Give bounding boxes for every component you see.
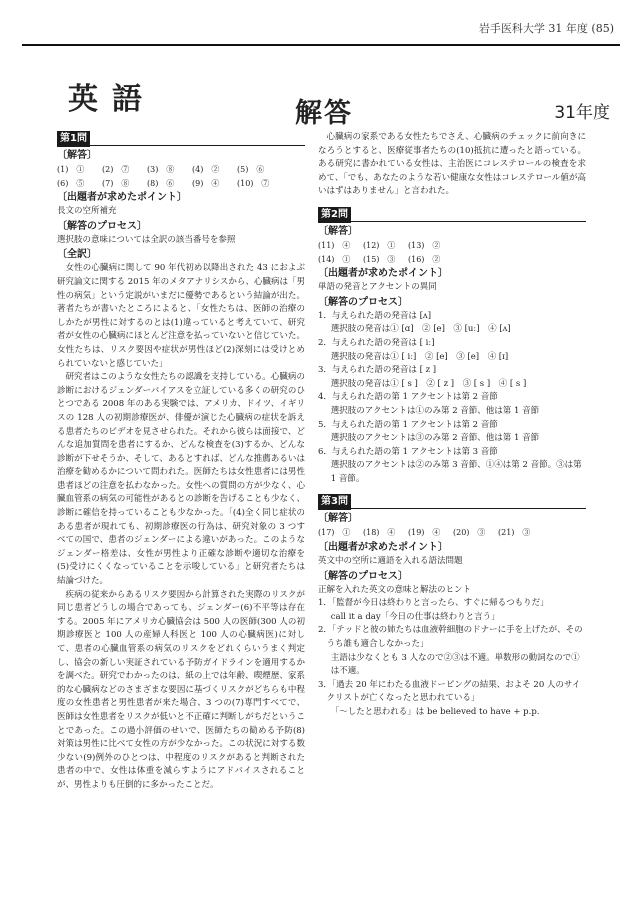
q2-header — [318, 207, 586, 222]
answer: (1) ① — [57, 165, 85, 174]
right-column — [318, 131, 586, 720]
q3-item: 1．「監督が今日は終わりと言ったら、すぐに帰るつもりだ」 — [318, 598, 549, 609]
q3-item-detail: call it a day「今日の仕事は終わりと言う」 — [330, 611, 500, 622]
q3-header — [318, 494, 586, 509]
q3-item-detail: 主語は少なくとも 3 人なので②③は不適。単数形の動詞なので①は不適。 — [330, 652, 580, 677]
q3-point-text: 英文中の空所に適語を入れる語法問題 — [318, 556, 463, 567]
q2-answers-row1 — [318, 239, 586, 253]
q2-answers-row2 — [318, 253, 586, 267]
q2-item-detail: 選択肢の発音は① [ iː] ② [e] ③ [e] ④ [ɪ] — [330, 351, 509, 362]
answer: (16) ② — [408, 254, 441, 264]
q3-answers-row1 — [318, 526, 586, 540]
q2-title: 第2問 — [318, 207, 351, 223]
year-label: 31年度 — [554, 103, 610, 123]
q1-answer-label: 〔解答〕 — [57, 150, 97, 161]
q2-item: 1．与えられた語の発音は [ʌ] — [318, 310, 432, 321]
translation-paragraph-4: 心臓病の家系である女性たちでさえ、心臓病のチェックに前向きになろうとすると、医療従事者たちの(10)抵抗に遭ったと語っている。ある研究に書かれている女性は、主治医にコレステロールの検査を求めて、「でも、あなたのような若い健康な女性はコレステロール値が高いはずはありません」と言われた。 — [318, 132, 586, 197]
answer: (4) ② — [192, 165, 220, 174]
answer: (14) ① — [318, 254, 351, 264]
answer: (20) ③ — [453, 528, 486, 538]
q1-point-text: 長文の空所補充 — [57, 206, 117, 217]
q3-title: 第3問 — [318, 494, 351, 510]
answer: (7) ⑧ — [102, 178, 130, 188]
q2-item: 6．与えられた語の第 1 アクセントは第 3 音節 — [318, 446, 498, 457]
q2-item-detail: 選択肢の発音は① [ s ] ② [ z ] ③ [ s ] ④ [ s ] — [330, 378, 527, 389]
q3-point-label: 〔出題者が求めたポイント〕 — [318, 542, 448, 554]
q1-answers-row1 — [57, 163, 305, 177]
answer: (13) ② — [408, 240, 441, 250]
answer: (3) ⑧ — [147, 165, 175, 174]
q2-item-detail: 選択肢のアクセントは①のみ第 2 音節、他は第 1 音節 — [330, 405, 540, 416]
q2-item-detail: 選択肢のアクセントは③のみ第 2 音節、他は第 1 音節 — [330, 433, 540, 444]
q2-answer-label: 〔解答〕 — [318, 225, 358, 237]
q2-point-label: 〔出題者が求めたポイント〕 — [318, 268, 448, 280]
answer: (15) ③ — [363, 254, 396, 264]
header-rule — [22, 44, 620, 46]
answer: (19) ④ — [408, 528, 441, 538]
q2-item: 4．与えられた語の第 1 アクセントは第 2 音節 — [318, 392, 498, 403]
q2-point-text: 単語の発音とアクセントの異同 — [318, 282, 437, 293]
q2-item: 2．与えられた語の発音は [ iː] — [318, 337, 435, 348]
answer: (6) ⑤ — [57, 178, 85, 188]
answer: (11) ④ — [318, 240, 351, 250]
q3-answer-label: 〔解答〕 — [318, 513, 358, 525]
translation-paragraph-2: 研究者はこのような女性たちの認識を支持している。心臓病の診断におけるジェンダーバイアスを立証している多くの研究のひとつである 2008 年のある実験では、アメリカ、ドイツ、イギリスの 128 人の初期診療医が、俳優が演じた心臓病の症状を訴える患者たちのビデオを見させられた。それから彼らは面接で、どんな追加質問を患者にするか、どんな検査を(3)するか、どんな診断が下せそうか、そして、あるとすれば、どんな推薦あるいは治療を勧めるかについて問われた。医師たちは女性患者には男性患者ほどの注意を払わなかった。女性への質問の方が少なく、心臓血管系の病気の可能性があるとの診断を告げることも少なく、診断に確信を持っていることも少なかった。「(4)全く同じ症状のある患者が現れても、初期診療医の行為は、研究対象の 3 つすべての国で、患者のジェンダーによる違いがあった。このようなジェンダー格差は、女性が男性より正確な診断や適切な治療を(5)受けにくくなっていることを示唆している」と研究者たちは結論づけた。 — [57, 372, 305, 587]
q2-item-detail: 選択肢の発音は① [ɑ] ② [e] ③ [uː] ④ [ʌ] — [330, 324, 511, 335]
answer: (17) ① — [318, 528, 351, 538]
answer: (2) ⑦ — [102, 165, 130, 174]
q1-translation-label: 〔全訳〕 — [57, 249, 97, 261]
q1-answers-row2 — [57, 177, 305, 191]
q2-item: 5．与えられた語の第 1 アクセントは第 2 音節 — [318, 419, 498, 430]
q1-process-label: 〔解答のプロセス〕 — [57, 220, 147, 232]
answers-title: 解答 — [295, 98, 353, 129]
q1-header — [57, 131, 305, 146]
q2-process-label: 〔解答のプロセス〕 — [318, 296, 408, 308]
answer: (8) ⑥ — [147, 178, 175, 188]
q2-item: 3．与えられた語の発音は [ z ] — [318, 365, 437, 376]
answer: (10) ⑦ — [237, 178, 270, 188]
q3-process-label: 〔解答のプロセス〕 — [318, 570, 408, 582]
q2-item-detail: 選択肢のアクセントは②のみ第 3 音節、①④は第 2 音節。③は第 1 音節。 — [330, 460, 582, 484]
answer: (5) ⑥ — [237, 165, 265, 174]
answer: (21) ③ — [498, 528, 531, 538]
q1-point-label: 〔出題者が求めたポイント〕 — [57, 192, 187, 204]
q3-item: 3．「過去 20 年にわたる血液ドーピングの結果、およそ 20 人のサイクリストが亡くなったと思われている」 — [318, 679, 581, 704]
q1-title: 第1問 — [57, 131, 90, 147]
q3-process-intro: 正解を入れた英文の意味と解法のヒント — [318, 584, 472, 595]
answer: (9) ④ — [192, 178, 220, 188]
q3-item: 2．「テッドと彼の姉たちは血液幹細胞のドナーに手を上げたが、そのうち誰も適合しなかった」 — [318, 625, 583, 650]
answer: (12) ① — [363, 240, 396, 250]
subject-title: 英語 — [68, 82, 156, 117]
running-head: 岩手医科大学 31 年度 (85) — [478, 22, 614, 35]
answer: (18) ④ — [363, 528, 396, 538]
q1-process-text: 選択肢の意味については全訳の該当番号を参照 — [57, 234, 236, 245]
left-column — [57, 131, 305, 793]
translation-paragraph-1: 女性の心臓病に関して 90 年代初め以降出された 43 におよぶ研究論文に関する 2015 年のメタアナリシスから、心臓病は「男性の病気」という定説がいまだに優勢であるという結論が出た。著者たちが書いたところによると、「女性たちは、医師の治療のしかたが男性に対するのとは(1)違っていると考えていて、研究者が女性の心臓病にほとんど注意を払っていないと信じていた。女性たちは、リスク要因や症状が男性ほど(2)深刻には受けとめられていないと感じていた」 — [57, 263, 305, 369]
translation-paragraph-3: 疾病の従来からあるリスク要因から計算された実際のリスクが同じ患者どうしの場合であっても、ジェンダー(6)不平等は存在する。2005 年にアメリカ心臓協会は 500 人の医師(300 人の初期診療医と 100 人の産婦人科医と 100 人の心臓病医)に対して、患者の心臓血管系の病気のリスクをどれくらいうまく判定し、協会の新しい実証されている予防ガイドラインを適用するかを調べた。研究でわかったのは、紙の上では年齢、喫煙歴、家系的な心臓病などのさまざまな要因に基づくリスクがどちらも中程度の女性患者と男性患者が来た場合、3 つの(7)専門すべてで、医師は女性患者をリスクが低いと不正確に判断しがちだということであった。この過小評価のせいで、医師たちの勧める予防(8)対策は男性に比べて女性の方が少なかった。この状況に対する数少ない(9)例外のひとつは、中程度のリスクがあると判断された患者の中で、女性は体重を減らすようにアドバイスされることが、男性よりも圧倒的に多かったことだ。 — [57, 589, 305, 790]
q3-item-detail: 「〜したと思われる」は be believed to have + p.p. — [330, 707, 540, 717]
